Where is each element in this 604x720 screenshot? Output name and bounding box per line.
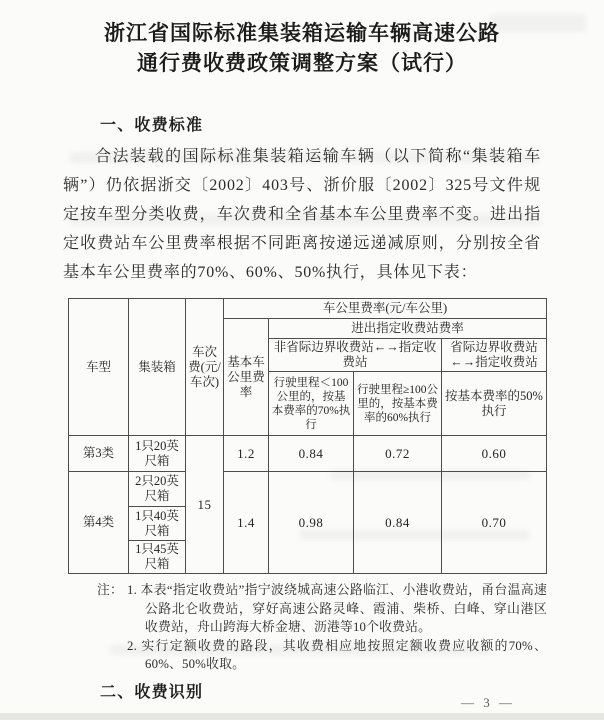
- header-designated-group: 进出指定收费站费率: [269, 319, 547, 339]
- note-item-1: 1. 本表“指定收费站”指宁波绕城高速公路临江、小港收费站，甬台温高速公路北仑收费站，穿好高速公路灵峰、霞浦、柴桥、白峰、穿山港区收费站，舟山跨海大桥金塘、沥港等10个收费站。: [127, 583, 547, 634]
- cell-rate-50: 0.60: [442, 436, 547, 472]
- document-title-line2: 通行费收费政策调整方案（试行）: [137, 51, 467, 75]
- cell-vehicle-class: 第4类: [69, 472, 129, 574]
- cell-rate-60: 0.72: [354, 436, 442, 472]
- header-gte100: 行驶里程≥100公里的，按基本费率的60%执行: [354, 372, 442, 436]
- bleed-through-artifact: [330, 470, 530, 480]
- cell-per-trip-fee: 15: [186, 436, 224, 574]
- note-item-2: 2. 实行定额收费的路段，其收费相应地按照定额收费应收额的70%、60%、50%收取。: [127, 638, 547, 671]
- bleed-through-artifact: [300, 530, 530, 540]
- cell-container: 1只20英尺箱: [129, 436, 186, 472]
- header-per-trip-fee: 车次费(元/车次): [186, 299, 224, 436]
- cell-vehicle-class: 第3类: [69, 436, 129, 472]
- section1-heading: 一、收费标准: [100, 117, 204, 134]
- header-pct50: 按基本费率的50%执行: [442, 372, 547, 436]
- table-row: [69, 436, 547, 472]
- cell-container: 2只20英尺箱: [129, 472, 186, 507]
- header-vehicle-type: 车型: [69, 299, 129, 436]
- header-base-rate: 基本车公里费率: [224, 319, 269, 436]
- bleed-through-artifact: [490, 14, 586, 32]
- notes-label: 注：: [97, 583, 123, 597]
- cell-base-rate: 1.4: [224, 472, 269, 574]
- document-title-line1: 浙江省国际标准集装箱运输车辆高速公路: [104, 21, 500, 45]
- cell-rate-50: 0.70: [442, 472, 547, 574]
- section2-heading: 二、收费识别: [100, 683, 204, 701]
- section1-paragraph: 合法装载的国际标准集装箱运输车辆（以下简称“集装箱车辆”）仍依据浙交〔2002〕403号、浙价服〔2002〕325号文件规定按车型分类收费，车次费和全省基本车公里费率不变。进出指定收费站车公里费率根据不同距离按递远递减原则，分别按全省基本车公里费率的70%、60%、50%执行，具体见下表：: [63, 148, 541, 281]
- cell-rate-60: 0.84: [354, 472, 442, 574]
- table-notes: [97, 581, 547, 674]
- cell-rate-70: 0.98: [269, 472, 354, 574]
- page-number: — 3 —: [461, 695, 515, 710]
- cell-container: 1只45英尺箱: [129, 541, 186, 574]
- bleed-through-artifact: [70, 152, 540, 163]
- header-container: 集装箱: [129, 299, 186, 436]
- document-title: [42, 18, 562, 78]
- table-header-row: [69, 299, 547, 319]
- header-non-provincial: 非省际边界收费站←→指定收费站: [269, 339, 442, 372]
- header-rate-group: 车公里费率(元/车公里): [224, 299, 547, 319]
- header-lt100: 行驶里程＜100公里的，按基本费率的70%执行: [269, 372, 354, 436]
- bleed-through-artifact: [70, 214, 540, 225]
- cell-base-rate: 1.2: [224, 436, 269, 472]
- cell-container: 1只40英尺箱: [129, 507, 186, 541]
- header-provincial: 省际边界收费站←→指定收费站: [442, 339, 547, 372]
- cell-rate-70: 0.84: [269, 436, 354, 472]
- scan-edge-strip: [0, 713, 604, 720]
